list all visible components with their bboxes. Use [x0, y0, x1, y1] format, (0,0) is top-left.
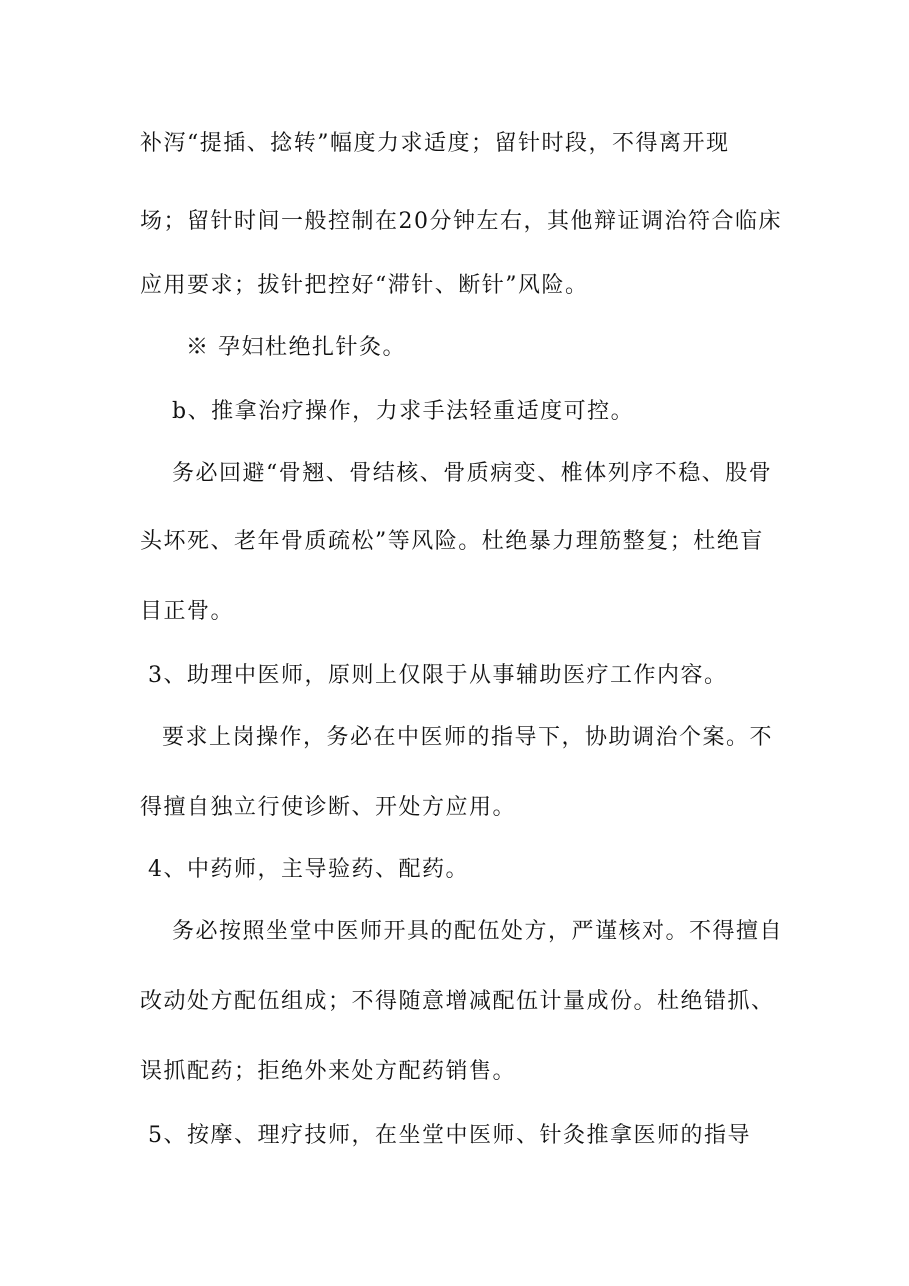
text-line: 3、助理中医师，原则上仅限于从事辅助医疗工作内容。	[148, 663, 728, 688]
text-line: 得擅自独立行使诊断、开处方应用。	[140, 795, 517, 820]
text-line: 务必按照坐堂中医师开具的配伍处方，严谨核对。不得擅自	[172, 919, 784, 944]
text-line: 场；留针时间一般控制在20分钟左右，其他辩证调治符合临床	[140, 209, 782, 234]
text-line: 应用要求；拔针把控好“滞针、断针”风险。	[140, 273, 589, 298]
text-line: 要求上岗操作，务必在中医师的指导下，协助调治个案。不	[162, 725, 774, 750]
text-line: 误抓配药；拒绝外来处方配药销售。	[140, 1059, 517, 1084]
text-line: 补泻“提插、捻转”幅度力求适度；留针时段，不得离开现	[140, 131, 730, 156]
text-line: 头坏死、老年骨质疏松”等风险。杜绝暴力理筋整复；杜绝盲	[140, 529, 764, 554]
text-line: 目正骨。	[140, 599, 235, 624]
text-line: b、推拿治疗操作，力求手法轻重适度可控。	[172, 399, 635, 424]
text-line: 5、按摩、理疗技师，在坐堂中医师、针灸推拿医师的指导	[148, 1123, 751, 1148]
text-line: ※ 孕妇杜绝扎针灸。	[186, 335, 406, 360]
text-line: 4、中药师，主导验药、配药。	[148, 857, 469, 882]
text-line: 务必回避“骨翘、骨结核、骨质病变、椎体列序不稳、股骨	[172, 461, 773, 486]
text-line: 改动处方配伍组成；不得随意增减配伍计量成份。杜绝错抓、	[140, 989, 775, 1014]
